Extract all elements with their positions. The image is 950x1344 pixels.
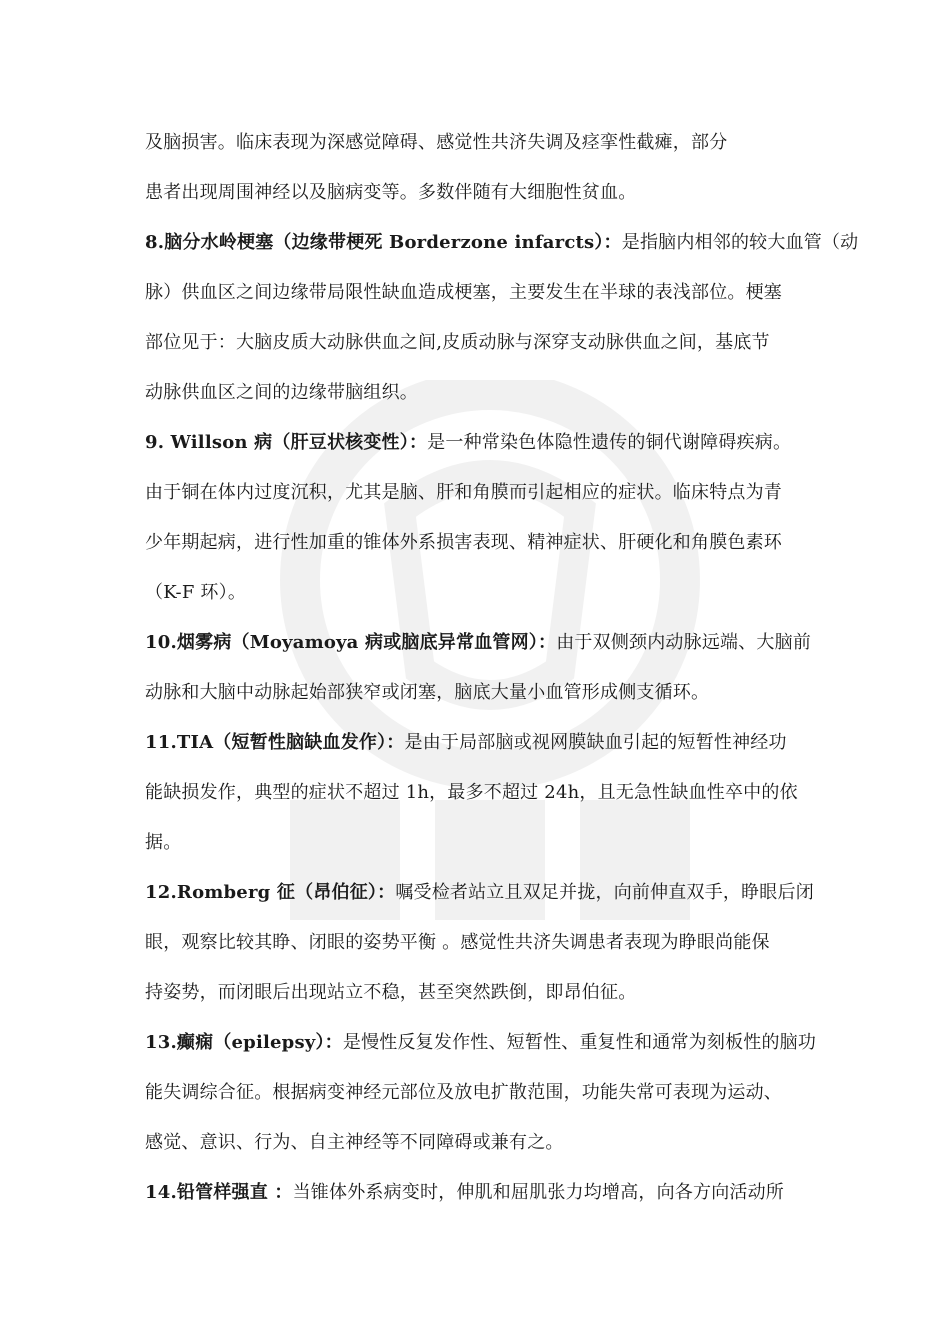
- term-heading: 13.癫痫（epilepsy）：: [145, 1032, 343, 1053]
- paragraph-7-continued: [145, 118, 810, 218]
- text-line: （K-F 环）。: [145, 582, 247, 603]
- definition-text: 嘱受检者站立且双足并拢，向前伸直双手，睁眼后闭: [395, 882, 814, 903]
- term-heading: 14.铅管样强直 ：: [145, 1182, 293, 1203]
- text-line: [145, 418, 810, 468]
- text-line: 少年期起病，进行性加重的锥体外系损害表现、精神症状、肝硬化和角膜色素环: [145, 532, 782, 553]
- text-line: [145, 218, 859, 268]
- text-line: [145, 618, 810, 668]
- text-line: 能失调综合征。根据病变神经元部位及放电扩散范围，功能失常可表现为运动、: [145, 1082, 782, 1103]
- text-line: 动脉供血区之间的边缘带脑组织。: [145, 382, 418, 403]
- term-heading: 9. Willson 病（肝豆状核变性）：: [145, 432, 428, 453]
- text-line: [145, 718, 810, 768]
- text-line: 能缺损发作，典型的症状不超过 1h，最多不超过 24h，且无急性缺血性卒中的依: [145, 782, 798, 803]
- term-heading: 11.TIA（短暂性脑缺血发作）：: [145, 732, 405, 753]
- term-heading: 8.脑分水岭梗塞（边缘带梗死 Borderzone infarcts）：: [145, 232, 622, 253]
- text-line: 由于铜在体内过度沉积，尤其是脑、肝和角膜而引起相应的症状。临床特点为青: [145, 482, 782, 503]
- term-heading: 10.烟雾病（Moyamoya 病或脑底异常血管网）：: [145, 632, 557, 653]
- definition-text: 是慢性反复发作性、短暂性、重复性和通常为刻板性的脑功: [342, 1032, 817, 1053]
- text-line: 及脑损害。临床表现为深感觉障碍、感觉性共济失调及痉挛性截瘫，部分: [145, 132, 728, 153]
- definition-text: 是由于局部脑或视网膜缺血引起的短暂性神经功: [404, 732, 787, 753]
- term-heading: 12.Romberg 征（昂伯征）：: [145, 882, 396, 903]
- text-line: 眼，观察比较其睁、闭眼的姿势平衡 。感觉性共济失调患者表现为睁眼尚能保: [145, 932, 770, 953]
- text-line: 感觉、意识、行为、自主神经等不同障碍或兼有之。: [145, 1132, 564, 1153]
- paragraph-9: [145, 418, 810, 618]
- paragraph-14: [145, 1168, 810, 1218]
- text-line: 持姿势，而闭眼后出现站立不稳，甚至突然跌倒，即昂伯征。: [145, 982, 637, 1003]
- definition-text: 由于双侧颈内动脉远端、大脑前: [556, 632, 812, 653]
- definition-text: 当锥体外系病变时，伸肌和屈肌张力均增高，向各方向活动所: [292, 1182, 784, 1203]
- document-body: [145, 118, 859, 1218]
- text-line: [145, 1168, 810, 1218]
- text-line: 动脉和大脑中动脉起始部狭窄或闭塞，脑底大量小血管形成侧支循环。: [145, 682, 710, 703]
- definition-text: 是指脑内相邻的较大血管（动: [621, 232, 859, 253]
- paragraph-13: [145, 1018, 817, 1168]
- paragraph-12: [145, 868, 814, 1018]
- definition-text: 是一种常染色体隐性遗传的铜代谢障碍疾病。: [427, 432, 792, 453]
- paragraph-8: [145, 218, 859, 418]
- paragraph-11: [145, 718, 810, 868]
- text-line: 患者出现周围神经以及脑病变等。多数伴随有大细胞性贫血。: [145, 182, 637, 203]
- paragraph-10: [145, 618, 810, 718]
- text-line: 脉）供血区之间边缘带局限性缺血造成梗塞，主要发生在半球的表浅部位。梗塞: [145, 282, 782, 303]
- text-line: 部位见于：大脑皮质大动脉供血之间,皮质动脉与深穿支动脉供血之间，基底节: [145, 332, 770, 353]
- text-line: 据。: [145, 832, 182, 853]
- text-line: [145, 868, 814, 918]
- text-line: [145, 1018, 817, 1068]
